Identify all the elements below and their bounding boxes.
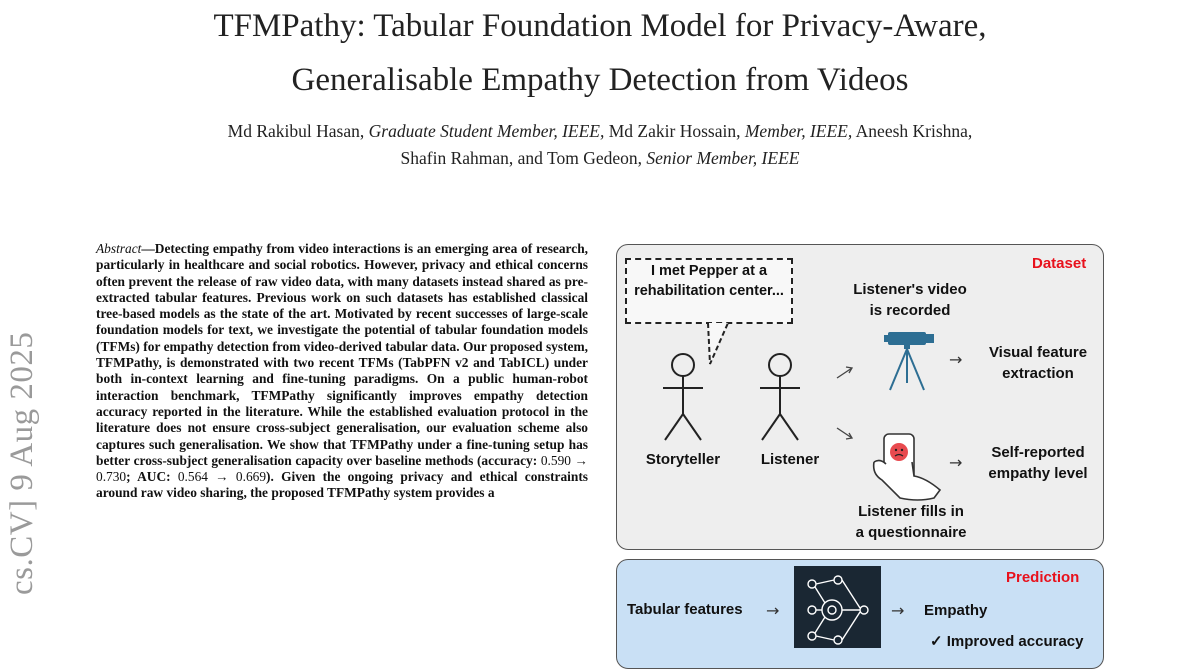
paper-title-line-2: Generalisable Empathy Detection from Videos	[291, 62, 909, 98]
empathy-label: Empathy	[924, 602, 988, 619]
abstract-text: ; AUC:	[126, 469, 178, 485]
visual-feature-line: extraction	[1002, 365, 1074, 382]
authors-line-1	[0, 118, 1200, 145]
abstract-math: 0.564 → 0.669	[177, 469, 267, 485]
neural-network-icon	[804, 574, 872, 644]
arrow-right-icon: →	[949, 350, 963, 369]
tabular-features-label: Tabular features	[627, 601, 743, 618]
questionnaire-line: a questionnaire	[855, 524, 967, 541]
arrow-right-icon: →	[949, 453, 963, 472]
arrow-to-camera	[836, 364, 856, 380]
dataset-tag: Dataset	[1032, 255, 1087, 272]
video-recorded-line: Listener's video	[853, 281, 967, 298]
visual-feature-label	[970, 342, 1106, 384]
listener-figure	[752, 352, 808, 442]
self-reported-line: empathy level	[988, 465, 1088, 482]
phone-hand-icon	[870, 432, 946, 504]
arrow-to-questionnaire	[836, 426, 856, 442]
abstract-label: Abstract	[96, 241, 142, 256]
arrow-right-icon: →	[766, 601, 780, 620]
prediction-tag: Prediction	[1006, 569, 1080, 586]
video-recorded-line: is recorded	[869, 302, 951, 319]
self-reported-label	[970, 442, 1106, 484]
camera-icon	[880, 328, 940, 392]
visual-feature-line: Visual feature	[988, 344, 1088, 361]
questionnaire-label	[836, 501, 986, 543]
author-affil-segment: Graduate Student Member, IEEE,	[368, 121, 605, 141]
speech-bubble-text: I met Pepper at a rehabilitation center...	[634, 263, 784, 299]
arrow-right-icon: →	[891, 601, 905, 620]
authors-line-2	[0, 145, 1200, 172]
abstract-text: —Detecting empathy from video interactions is an emerging area of research, particularly in healthcare and social robotics. However, privacy and ethical concerns often prevent the release of raw video data, with many datasets instead shared as pre-extracted tabular features. Previous work on such datasets has established classical tree-based models as the state of the art. Motivated by recent successes of large-scale foundation models for text, we investigate the potential of tabular foundation models (TFMs) for empathy detection from video-derived tabular data. Our proposed system, TFMPathy, is demonstrated with two recent TFMs (TabPFN v2 and TabICL) under both in-context learning and fine-tuning paradigms. On a public human-robot interaction benchmark, TFMPathy significantly improves empathy detection accuracy reported in the literature. While the established evaluation protocol in the literature does not ensure cross-subject generalisation, our evaluation scheme also captures such generalisation. We show that TFMPathy under a fine-tuning setup has better cross-subject generalisation capacity over baseline methods (accuracy:	[96, 241, 588, 468]
author-segment: Md Rakibul Hasan,	[227, 121, 369, 141]
author-affil-segment: Member, IEEE,	[744, 121, 853, 141]
abstract	[96, 241, 588, 502]
author-segment: Md Zakir Hossain,	[604, 121, 745, 141]
arxiv-stamp: cs.CV] 9 Aug 2025	[4, 331, 40, 595]
listener-label: Listener	[760, 451, 820, 468]
abstract-text: ). Given the ongoing privacy and ethical constraints around raw video sharing, the proposed TFMPathy system provides a	[96, 469, 589, 501]
author-segment: Shafin Rahman, and Tom Gedeon,	[400, 148, 647, 168]
storyteller-label: Storyteller	[645, 451, 721, 468]
improved-accuracy-label: ✓ Improved accuracy	[930, 633, 1084, 650]
video-recorded-label	[840, 279, 980, 321]
author-affil-segment: Senior Member, IEEE	[646, 148, 800, 168]
questionnaire-line: Listener fills in	[858, 503, 964, 520]
paper-title-line-1: TFMPathy: Tabular Foundation Model for Privacy-Aware,	[213, 8, 987, 44]
storyteller-figure	[655, 352, 711, 442]
self-reported-line: Self-reported	[991, 444, 1085, 461]
abstract-math: 0.590 → 0.730	[96, 452, 588, 485]
author-segment: Aneesh Krishna,	[852, 121, 973, 141]
